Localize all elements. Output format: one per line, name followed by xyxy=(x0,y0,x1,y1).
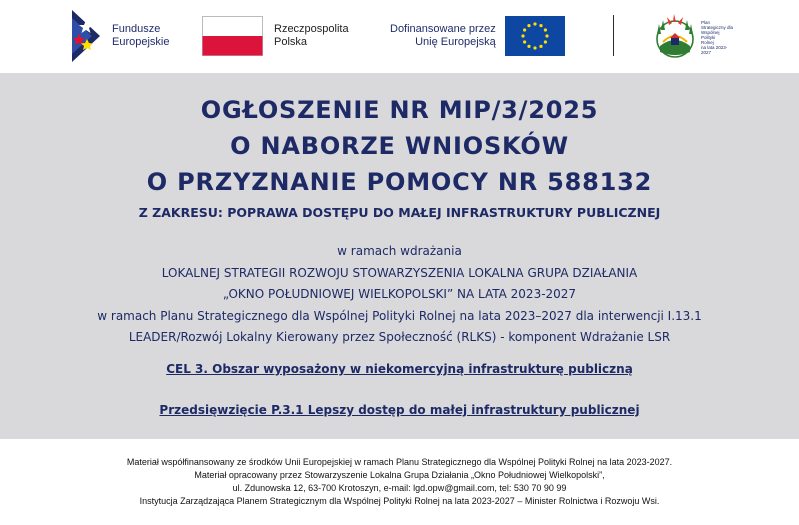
eu-flag-icon xyxy=(505,16,565,56)
announcement-scope: Z ZAKRESU: POPRAWA DOSTĘPU DO MAŁEJ INFRASTRUKTURY PUBLICZNEJ xyxy=(138,205,661,220)
body-line: w ramach Planu Strategicznego dla Wspólnej Polityki Rolnej na lata 2023–2027 dla interwencji I.13.1 xyxy=(97,308,702,323)
body-line: w ramach wdrażania xyxy=(337,244,462,258)
announcement-title-line2: O NABORZE WNIOSKÓW xyxy=(230,132,569,160)
body-line: LOKALNEJ STRATEGII ROZWOJU STOWARZYSZENIA LOKALNA GRUPA DZIAŁANIA xyxy=(161,265,638,280)
footer xyxy=(0,456,799,508)
logo-ps-line2: Strategiczny dla xyxy=(701,24,734,30)
logo-ps-line3: Wspólnej xyxy=(701,29,720,35)
announcement-goal: CEL 3. Obszar wyposażony w niekomercyjną infrastrukturę publiczną xyxy=(166,362,633,376)
logo-ps-line6: na lata 2023-2027 xyxy=(701,44,728,55)
announcement-panel xyxy=(0,73,799,439)
strategic-plan-emblem-icon xyxy=(651,12,699,62)
logo-unia-europejska xyxy=(390,16,565,56)
logo-ps-line1: Plan xyxy=(701,19,711,25)
announcement-title-line1: OGŁOSZENIE NR MIP/3/2025 xyxy=(200,96,599,124)
body-line: „OKNO POŁUDNIOWEJ WIELKOPOLSKI” NA LATA 2023-2027 xyxy=(222,287,577,301)
polish-flag-icon xyxy=(202,16,263,56)
eu-funds-star-icon xyxy=(70,8,102,64)
logo-ue-line1: Dofinansowane przez xyxy=(390,23,496,35)
logo-fe-line1: Fundusze xyxy=(112,23,161,35)
footer-line: Instytucja Zarządzająca Planem Strategicznym dla Wspólnej Polityki Rolnej na lata 2023-2027 – Minister Rolnictwa i Rozwoju Wsi. xyxy=(139,496,660,506)
footer-line: Materiał współfinansowany ze środków Unii Europejskiej w ramach Planu Strategicznego dla Wspólnej Polityki Rolnej na lata 2023-2027. xyxy=(126,457,673,467)
logo-rp-line1: Rzeczpospolita xyxy=(274,23,349,35)
announcement-body xyxy=(0,241,799,349)
logo-ue-line2: Unię Europejską xyxy=(415,36,496,48)
logo-fe-line2: Europejskie xyxy=(112,36,170,48)
body-line: LEADER/Rozwój Lokalny Kierowany przez Społeczność (RLKS) - komponent Wdrażanie LSR xyxy=(128,330,671,344)
footer-line: ul. Zdunowska 12, 63-700 Krotoszyn, e-mail: lgd.opw@gmail.com, tel: 530 70 90 99 xyxy=(232,483,567,493)
logo-plan-strategiczny xyxy=(651,12,735,62)
logo-divider xyxy=(613,15,614,56)
logo-rp-line2: Polska xyxy=(274,36,308,48)
logo-ps-line4: Polityki xyxy=(701,34,716,40)
logo-rzeczpospolita-polska xyxy=(202,16,349,56)
logo-fundusze-europejskie xyxy=(70,8,169,64)
footer-line: Materiał opracowany przez Stowarzyszenie Lokalna Grupa Działania „Okno Południowej Wielkopolski”, xyxy=(194,470,605,480)
announcement-project: Przedsięwzięcie P.3.1 Lepszy dostęp do małej infrastruktury publicznej xyxy=(159,403,640,417)
announcement-title-line3: O PRZYZNANIE POMOCY NR 588132 xyxy=(146,168,653,196)
logo-bar xyxy=(0,0,799,73)
logo-ps-line5: Rolnej xyxy=(701,39,714,45)
